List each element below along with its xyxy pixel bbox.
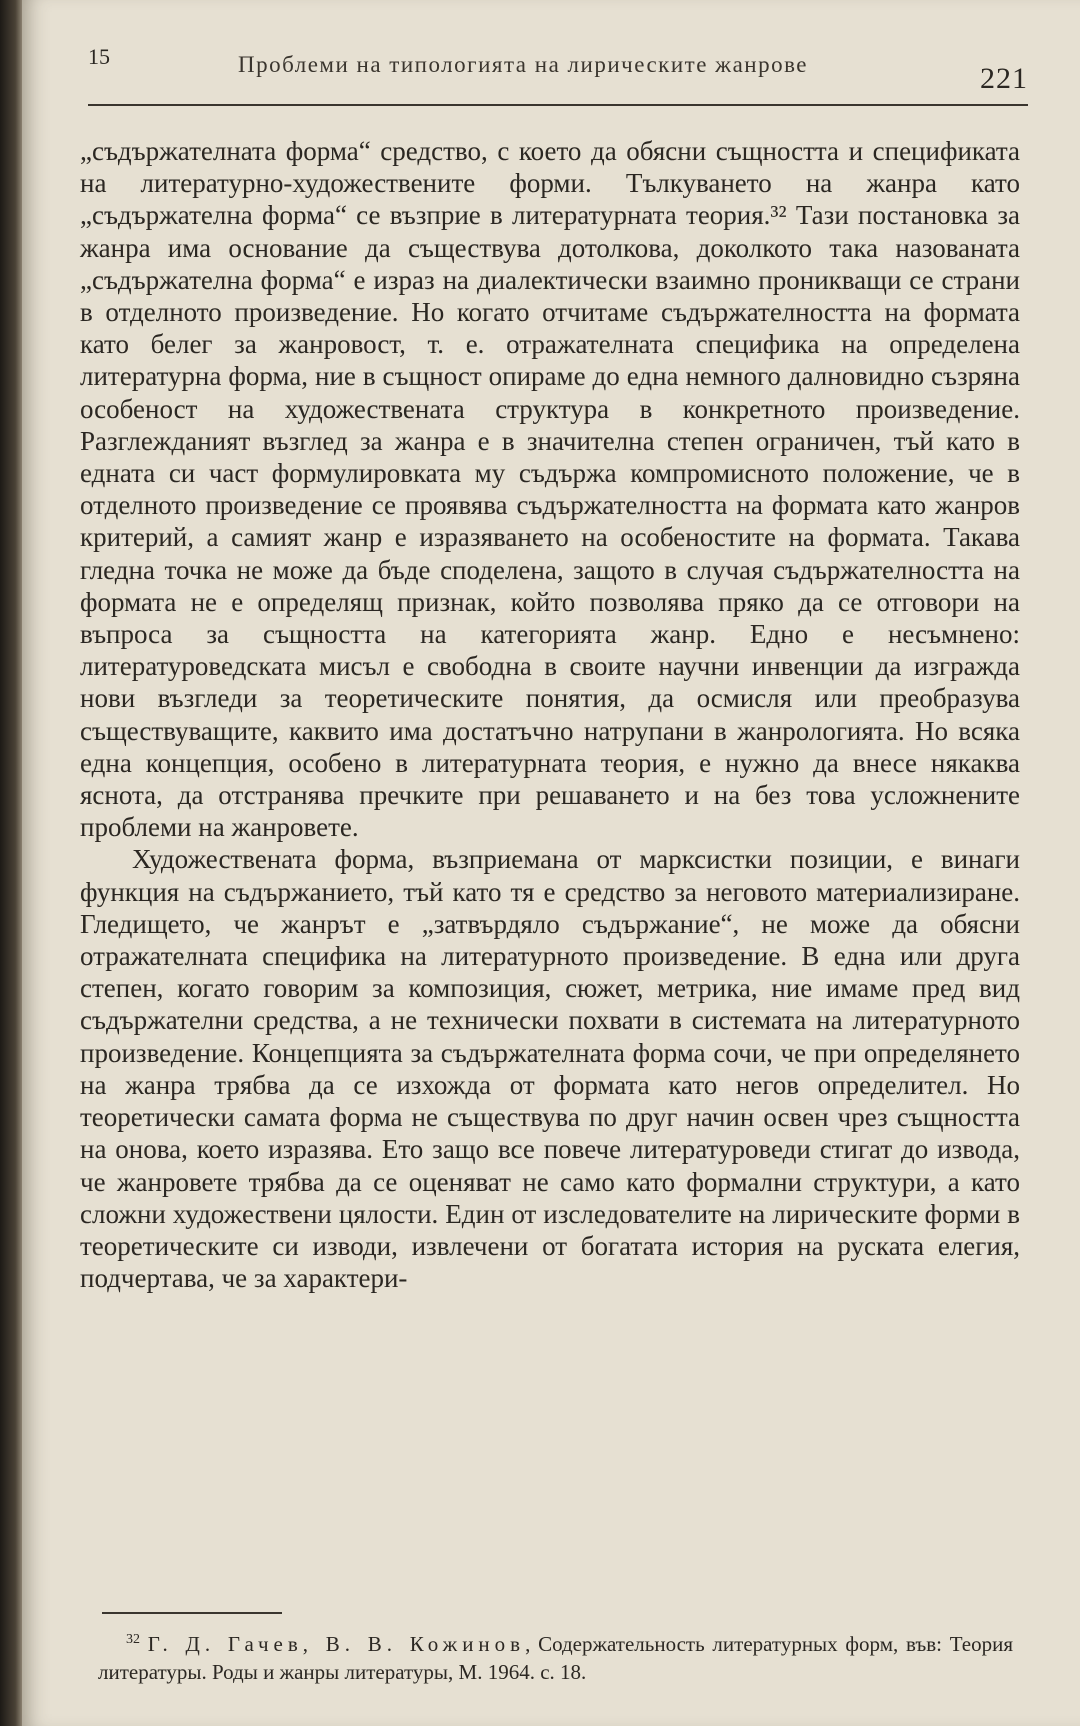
footnote-text: , Содержательность литературных форм, във: Теория литературы. Роды и жанры литературы, М. 1964. с. 18. [98,1632,1013,1684]
footnote-authors: Г. Д. Гачев, В. В. Кожинов [147,1632,526,1656]
signature-mark: 15 [88,44,110,69]
footnote-rule [102,1612,282,1614]
book-spine-shadow [0,0,22,1726]
footnote-number: 32 [126,1632,140,1647]
page-number: 221 [980,62,1028,95]
footnote [98,1626,1013,1686]
running-title: Проблеми на типологията на лирическите жанрове [238,52,809,77]
header-rule [88,104,1028,106]
page-header [88,40,1028,106]
body-text [80,135,1020,1294]
paragraph-2: Художествената форма, възприемана от марксистки позиции, е винаги функция на съдържанието, тъй като тя е средство за неговото материализиране. Гледището, че жанрът е „затвърдяло съдържание“, не може да обясни отражателната специфика на литературното произведение. В една или друга степен, когато говорим за композиция, сюжет, метрика, ние имаме пред вид съдържателни средства, а не технически похвати в системата на литературното произведение. Концепцията за съдържателната форма сочи, че при определянето на жанра трябва да се изхожда от формата като негов определител. Но теоретически самата форма не съществува по друг начин освен чрез същността на онова, което изразява. Ето защо все повече литературоведи стигат до извода, че жанровете трябва да се оценяват не само като формални структури, а като сложни художествени цялости. Един от изследователите на лирическите форми в теоретическите си изводи, извлечени от богатата история на руската елегия, подчертава, че за характери- [80,844,1020,1294]
paragraph-1: „съдържателната форма“ средство, с което да обясни същността и спецификата на литературно-художествените форми. Тълкуването на жанра като „съдържателна форма“ се възприе в литературната теория.³² Тази постановка за жанра има основание да съществува дотолкова, доколкото така назованата „съдържателна форма“ е израз на диалектически взаимно проникващи се страни в отделното произведение. Но когато отчитаме съдържателността на формата като белег за жанровост, т. е. отражателната специфика на определена литературна форма, ние в същност опираме до една немного далновидно съзряна особеност на художествената структура в конкретното произведение. Разглежданият възглед за жанра е в значителна степен ограничен, тъй като в едната си част формулировката му съдържа компромисното положение, че в отделното произведение се проявява съдържателността на формата като жанров критерий, а самият жанр е изразяването на особеностите на формата. Такава гледна точка не може да бъде споделена, защото в случая съдържателността на формата не е определящ признак, който позволява пряко да се отговори на въпроса за същността на категорията жанр. Едно е несъмнено: литературоведската мисъл е свободна в своите научни инвенции да изгражда нови възгледи за теоретическите понятия, да осмисля или преобразува съществуващите, каквито има достатъчно натрупани в жанрологията. Но всяка една концепция, особено в литературната теория, е нужно да внесе някаква яснота, да отстранява пречките при решаването и на без това усложнените проблеми на жанровете. [80,136,1020,843]
